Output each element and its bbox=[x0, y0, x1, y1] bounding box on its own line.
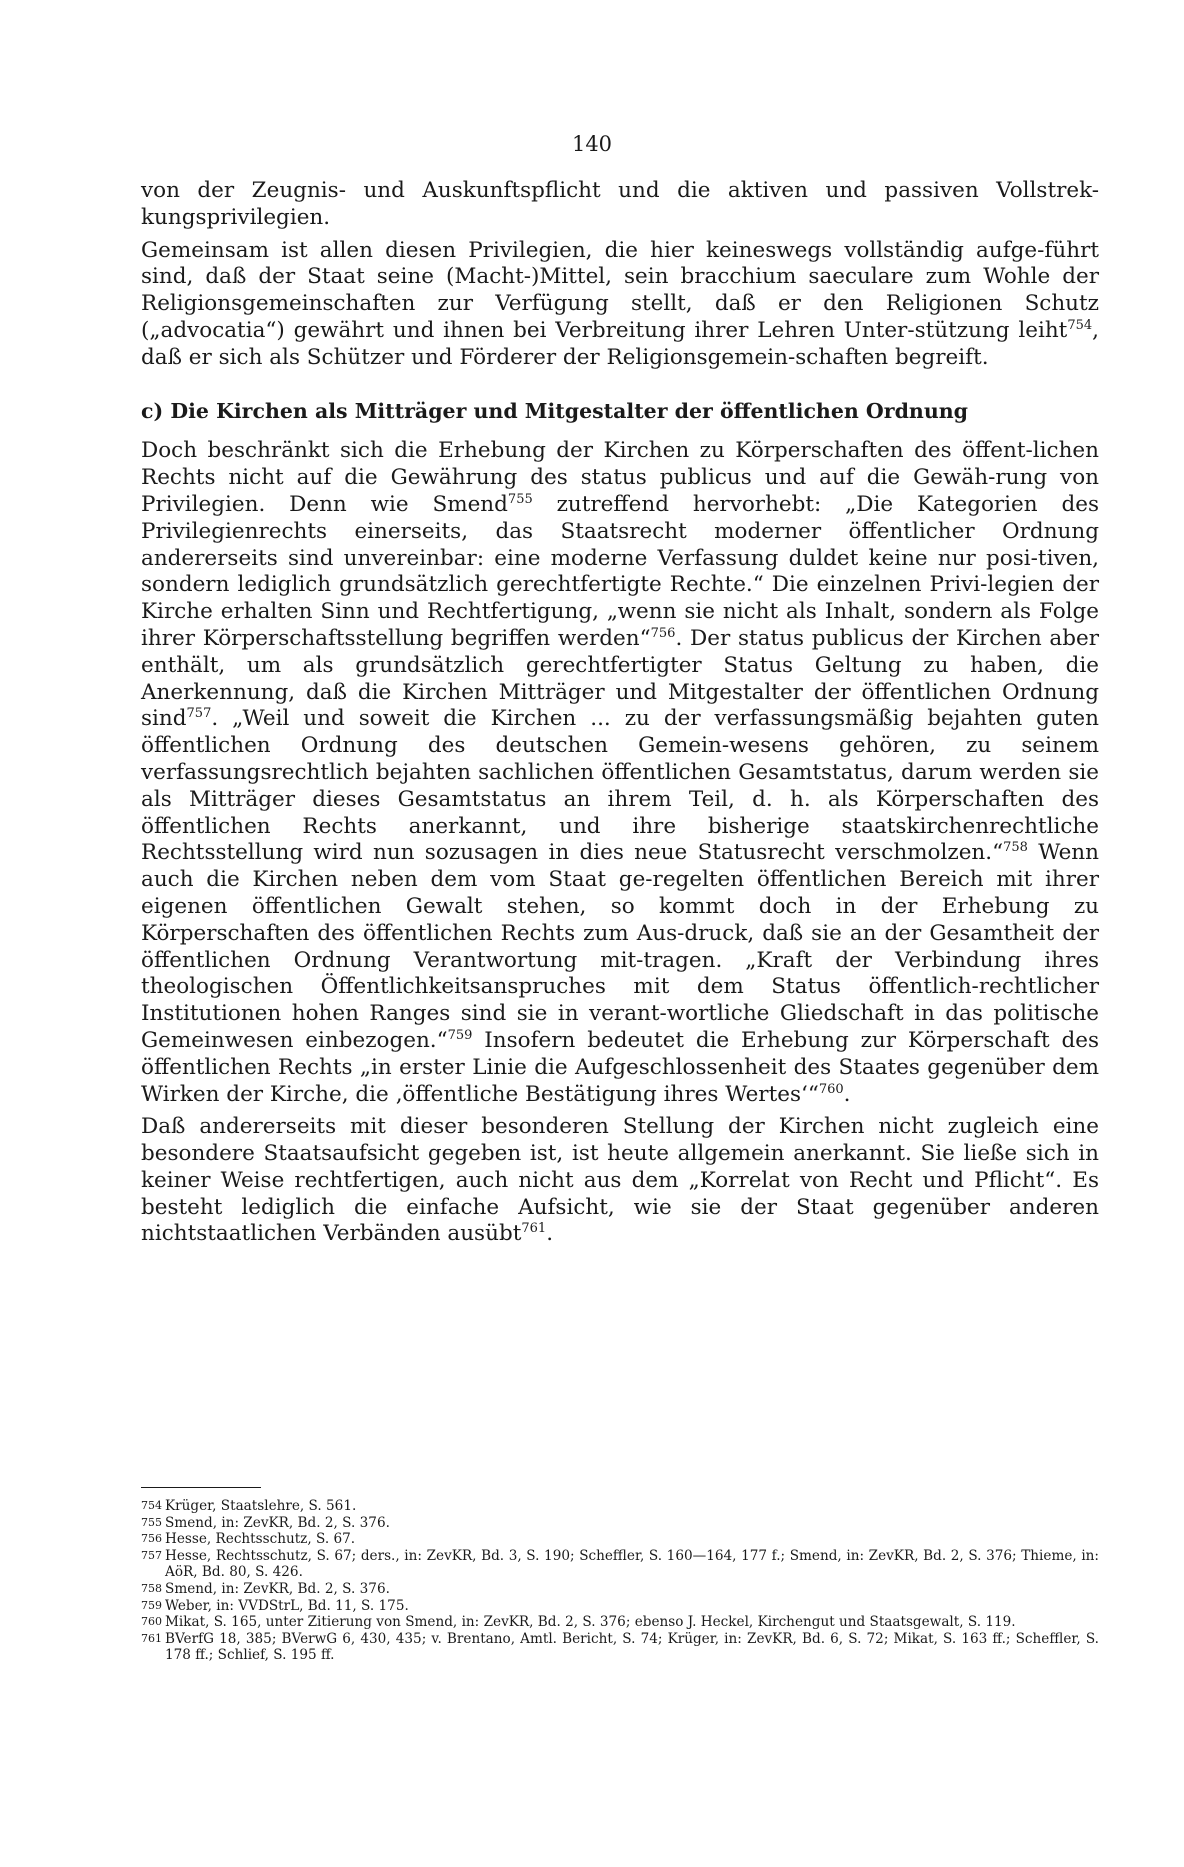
footnote-ref: 758 bbox=[1003, 840, 1028, 856]
paragraph-2: Gemeinsam ist allen diesen Privilegien, die hier keineswegs vollständig aufge-führt sind, daß der Staat seine (Macht-)Mittel, sein bracchium saeculare zum Wohle der Religionsgemeinschaften zur Verfügung stellt, daß er den Religionen Schutz („advocatia“) gewährt und ihnen bei Verbreitung ihrer Lehren Unter-stützung leiht$^{754}$, daß er sich als Schützer und Förderer der Religionsgemein-schaften begreift. bbox=[141, 237, 1099, 370]
footnote-divider bbox=[141, 1487, 261, 1488]
footnote-ref: 755 bbox=[507, 491, 533, 507]
footnote: 761 BVerfG 18, 385; BVerwG 6, 430, 435; v. Brentano, Amtl. Bericht, S. 74; Krüger, in: ZevKR, Bd. 6, S. 72; Mikat, S. 163 ff.; Scheffler, S. 178 ff.; Schlief, S. 195 ff. bbox=[141, 1630, 1099, 1664]
footnote-ref: 760 bbox=[818, 1081, 844, 1097]
paragraph-3: Doch beschränkt sich die Erhebung der Kirchen zu Körperschaften des öffent-lichen Rechts nicht auf die Gewährung des status publicus und auf die Gewäh-rung von Privilegien. Denn wie Smend$^{755}$ zutreffend hervorhebt: „Die Kategorien des Privilegienrechts einerseits, das Staatsrecht moderner öffentlicher Ordnung andererseits sind unvereinbar: eine moderne Verfassung duldet keine nur posi-tiven, sondern lediglich grundsätzlich gerechtfertigte Rechte.“ Die einzelnen Privi-legien der Kirche erhalten Sinn und Rechtfertigung, „wenn sie nicht als Inhalt, sondern als Folge ihrer Körperschaftsstellung begriffen werden“$^{756}$. Der status publicus der Kirchen aber enthält, um als grundsätzlich gerechtfertigter Status Geltung zu haben, die Anerkennung, daß die Kirchen Mitträger und Mitgestalter der öffentlichen Ordnung sind$^{757}$. „Weil und soweit die Kirchen ... zu der verfassungsmäßig bejahten guten öffentlichen Ordnung des deutschen Gemein-wesens gehören, zu seinem verfassungsrechtlich bejahten sachlichen öffentlichen Gesamtstatus, darum werden sie als Mitträger dieses Gesamtstatus an ihrem Teil, d. h. als Körperschaften des öffentlichen Rechts anerkannt, und ihre bisherige staatskirchenrechtliche Rechtsstellung wird nun sozusagen in dies neue Statusrecht verschmolzen.“$^{758}$ Wenn auch die Kirchen neben dem vom Staat ge-regelten öffentlichen Bereich mit ihrer eigenen öffentlichen Gewalt stehen, so kommt doch in der Erhebung zu Körperschaften des öffentlichen Rechts zum Aus-druck, daß sie an der Gesamtheit der öffentlichen Ordnung Verantwortung mit-tragen. „Kraft der Verbindung ihres theologischen Öffentlichkeitsanspruches mit dem Status öffentlich-rechtlicher Institutionen hohen Ranges sind sie in verant-wortliche Gliedschaft in das politische Gemeinwesen einbezogen.“$^{759}$ Insofern bedeutet die Erhebung zur Körperschaft des öffentlichen Rechts „in erster Linie die Aufgeschlossenheit des Staates gegenüber dem Wirken der Kirche, die ‚öffentliche Bestätigung ihres Wertes‘“$^{760}$. bbox=[141, 438, 1099, 1107]
paragraph-4: Daß andererseits mit dieser besonderen Stellung der Kirchen nicht zugleich eine besondere Staatsaufsicht gegeben ist, ist heute allgemein anerkannt. Sie ließe sich in keiner Weise rechtfertigen, auch nicht aus dem „Korrelat von Recht und Pflicht“. Es besteht lediglich die einfache Aufsicht, wie sie der Staat gegenüber anderen nichtstaatlichen Verbänden ausübt$^{761}$. bbox=[141, 1114, 1099, 1247]
footnote: 759 Weber, in: VVDStrL, Bd. 11, S. 175. bbox=[141, 1597, 409, 1614]
footnote-ref: 754 bbox=[1067, 317, 1093, 333]
footnote-ref: 757 bbox=[186, 706, 212, 722]
footnote: 756 Hesse, Rechtsschutz, S. 67. bbox=[141, 1531, 356, 1548]
footnotes bbox=[141, 1498, 1099, 1664]
footnote: 754 Krüger, Staatslehre, S. 561. bbox=[141, 1498, 357, 1514]
footnote-ref: 756 bbox=[650, 625, 676, 641]
footnote: 758 Smend, in: ZevKR, Bd. 2, S. 376. bbox=[141, 1580, 390, 1597]
footnote-ref: 761 bbox=[521, 1221, 547, 1237]
paragraph-1: von der Zeugnis- und Auskunftspflicht und die aktiven und passiven Vollstrek-kungsprivilegien. bbox=[141, 178, 1099, 230]
footnote: 755 Smend, in: ZevKR, Bd. 2, S. 376. bbox=[141, 1514, 390, 1531]
footnote: 757 Hesse, Rechtsschutz, S. 67; ders., in: ZevKR, Bd. 3, S. 190; Scheffler, S. 160—164, 177 f.; Smend, in: ZevKR, Bd. 2, S. 376; Thieme, in: AöR, Bd. 80, S. 426. bbox=[141, 1547, 1099, 1581]
footnote: 760 Mikat, S. 165, unter Zitierung von Smend, in: ZevKR, Bd. 2, S. 376; ebenso J. Heckel, Kirchengut und Staatsgewalt, S. 119. bbox=[141, 1614, 1016, 1631]
section-heading: c) Die Kirchen als Mitträger und Mitgestalter der öffentlichen Ordnung bbox=[141, 398, 968, 423]
page-number: 140 bbox=[571, 132, 613, 156]
footnote-ref: 759 bbox=[447, 1027, 473, 1043]
main-text bbox=[141, 178, 1099, 1248]
